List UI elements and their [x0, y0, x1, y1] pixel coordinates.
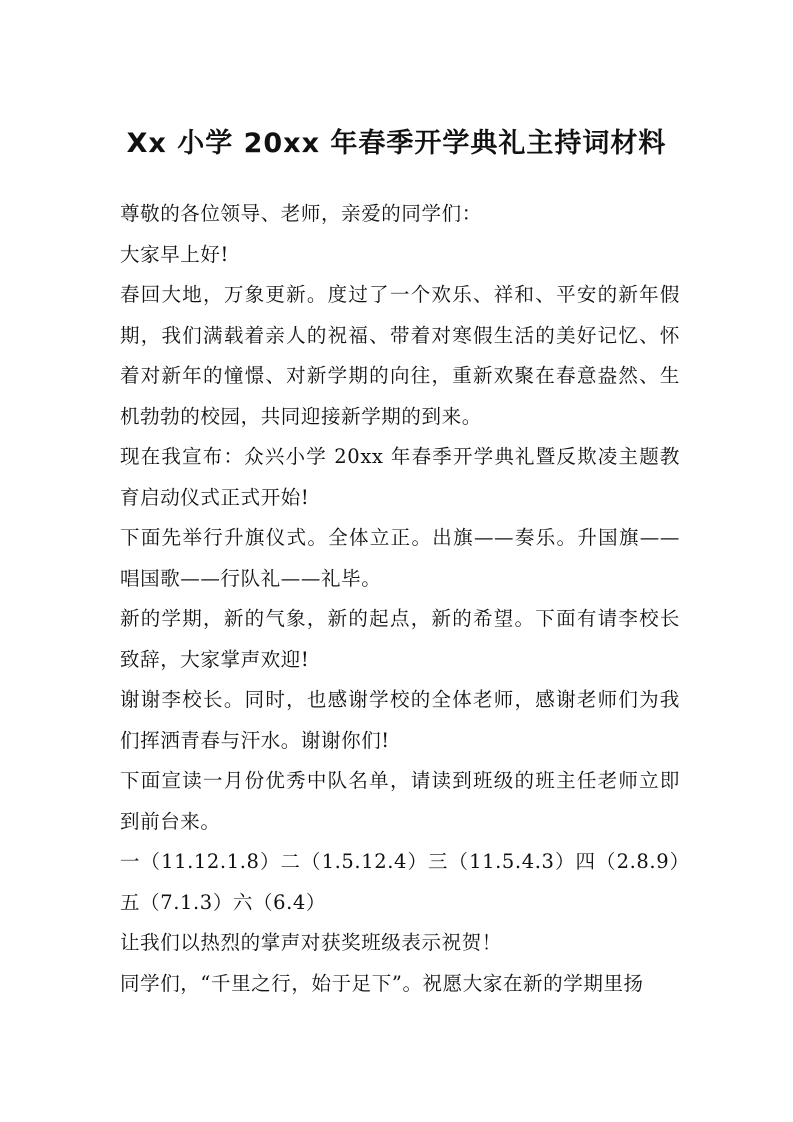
award-classes-paragraph: 一（11.12.1.8）二（1.5.12.4）三（11.5.4.3）四（2.8.9）五（7.1.3）六（6.4）	[120, 850, 680, 914]
closing-wish-paragraph: 同学们，“千里之行，始于足下”。祝愿大家在新的学期里扬	[120, 971, 644, 995]
principal-speech-paragraph: 新的学期，新的气象，新的起点，新的希望。下面有请李校长致辞，大家掌声欢迎!	[120, 607, 680, 671]
greeting-paragraph: 尊敬的各位领导、老师，亲爱的同学们：	[120, 202, 482, 225]
award-announcement-paragraph: 下面宣读一月份优秀中队名单，请读到班级的班主任老师立即到前台来。	[120, 769, 680, 833]
flag-ceremony-paragraph: 下面先举行升旗仪式。全体立正。出旗——奏乐。升国旗——唱国歌——行队礼——礼毕。	[120, 526, 680, 590]
thanks-teachers-paragraph: 谢谢李校长。同时，也感谢学校的全体老师，感谢老师们为我们挥洒青春与汗水。谢谢你们!	[120, 688, 680, 752]
opening-announcement-paragraph: 现在我宣布：众兴小学 20xx 年春季开学典礼暨反欺凌主题教育启动仪式正式开始!	[120, 445, 680, 509]
document-body	[120, 194, 680, 1004]
document-title: Xx 小学 20xx 年春季开学典礼主持词材料	[126, 128, 667, 159]
congratulations-paragraph: 让我们以热烈的掌声对获奖班级表示祝贺！	[120, 931, 502, 954]
spring-intro-paragraph: 春回大地，万象更新。度过了一个欢乐、祥和、平安的新年假期，我们满载着亲人的祝福、带着对寒假生活的美好记忆、怀着对新年的憧憬、对新学期的向往，重新欢聚在春意盎然、生机勃勃的校园，共同迎接新学期的到来。	[120, 283, 680, 428]
good-morning-paragraph: 大家早上好!	[120, 242, 229, 266]
